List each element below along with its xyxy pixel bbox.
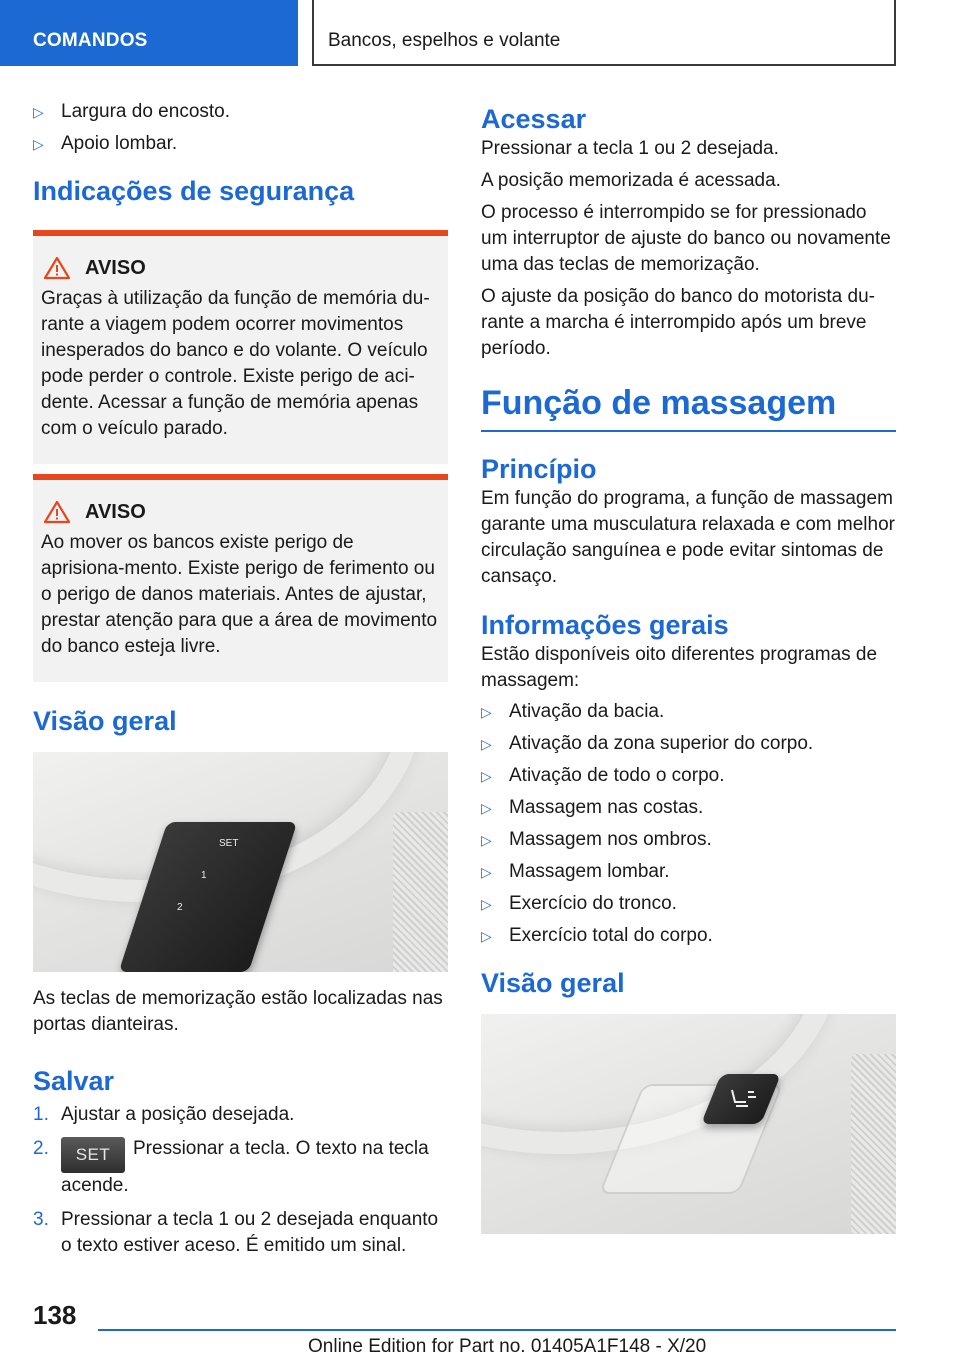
left-column — [33, 100, 448, 1267]
massage-heading: Função de massagem — [481, 384, 837, 422]
list-item: ▷ Ativação de todo o corpo. — [481, 765, 725, 786]
section-label: COMANDOS — [0, 0, 298, 66]
photo-button-2: 2 — [177, 902, 183, 913]
list-item: ▷ Largura do encosto. — [33, 101, 231, 122]
edition-note: Online Edition for Part no. 01405A1F148 - X/20 — [308, 1336, 707, 1357]
list-item: ▷ Massagem lombar. — [481, 861, 670, 882]
safety-heading: Indicações de segurança — [33, 176, 355, 206]
list-item: ▷ Massagem nas costas. — [481, 797, 704, 818]
list-item: 2. SET Pressionar a tecla. O texto na tecla acende. — [33, 1138, 429, 1196]
adjust-bullet-list — [33, 100, 448, 156]
access-heading: Acessar — [481, 104, 587, 134]
footer-divider — [98, 1329, 896, 1331]
chapter-title: Bancos, espelhos e volante — [312, 0, 896, 66]
general-text: Estão disponíveis oito diferentes programas de massagem: — [481, 644, 878, 691]
list-item: ▷ Ativação da zona superior do corpo. — [481, 733, 814, 754]
warning-title: AVISO — [85, 500, 146, 523]
access-paragraph: O processo é interrompido se for pressionado um interruptor de ajuste do banco ou novamente uma das teclas de memorização. — [481, 202, 891, 275]
list-item: ▷ Ativação da bacia. — [481, 701, 665, 722]
list-item: ▷ Exercício do tronco. — [481, 893, 677, 914]
list-item: ▷ Exercício total do corpo. — [481, 925, 713, 946]
warning-triangle-icon — [43, 500, 71, 524]
triangle-bullet-icon: ▷ — [481, 704, 492, 720]
photo-button-1: 1 — [201, 870, 207, 881]
triangle-bullet-icon: ▷ — [481, 864, 492, 880]
warning-title: AVISO — [85, 256, 146, 279]
triangle-bullet-icon: ▷ — [481, 768, 492, 784]
access-paragraph: O ajuste da posição do banco do motorista du-rante a marcha é interrompido após um breve período. — [481, 286, 875, 359]
access-paragraph: A posição memorizada é acessada. — [481, 170, 781, 191]
warning-box-2 — [33, 474, 448, 682]
list-item: ▷ Massagem nos ombros. — [481, 829, 712, 850]
access-paragraph: Pressionar a tecla 1 ou 2 desejada. — [481, 138, 779, 159]
page-header — [0, 0, 960, 66]
speaker-grille — [851, 1054, 896, 1234]
memory-buttons-photo — [33, 752, 448, 972]
list-item: ▷ Apoio lombar. — [33, 133, 178, 154]
principle-heading: Princípio — [481, 454, 597, 484]
triangle-bullet-icon: ▷ — [481, 928, 492, 944]
triangle-bullet-icon: ▷ — [33, 104, 44, 120]
save-steps — [33, 1102, 448, 1259]
massage-button-photo — [481, 1014, 896, 1234]
page-number: 138 — [33, 1300, 77, 1330]
warning-text: Graças à utilização da função de memória du-rante a viagem podem ocorrer movimentos inesperados do banco e do volante. O veículo pode perder o controle. Existe perigo de aci-dente. Acessar a função de memória apenas com o veículo parado. — [41, 288, 430, 439]
triangle-bullet-icon: ▷ — [481, 832, 492, 848]
massage-heading-wrap — [481, 382, 896, 432]
general-heading: Informações gerais — [481, 610, 729, 640]
list-item: 1. Ajustar a posição desejada. — [33, 1104, 295, 1125]
triangle-bullet-icon: ▷ — [481, 800, 492, 816]
warning-text: Ao mover os bancos existe perigo de aprisiona-mento. Existe perigo de ferimento ou o perigo de danos materiais. Antes de ajustar, prestar atenção para que a área de movimento do banco esteja livre. — [41, 532, 438, 657]
warning-triangle-icon — [43, 256, 71, 280]
right-column — [481, 100, 896, 1234]
speaker-grille — [393, 812, 448, 972]
set-key-icon: SET — [61, 1137, 125, 1173]
principle-text: Em função do programa, a função de massagem garante uma musculatura relaxada e com melhor circulação sanguínea e pode evitar sintomas de cansaço. — [481, 488, 895, 587]
massage-programs-list — [481, 700, 896, 948]
list-item: 3. Pressionar a tecla 1 ou 2 desejada enquanto o texto estiver aceso. É emitido um sinal. — [33, 1209, 439, 1256]
warning-box-1 — [33, 230, 448, 464]
massage-seat-icon — [726, 1086, 760, 1112]
photo-button-set: SET — [219, 838, 239, 849]
triangle-bullet-icon: ▷ — [33, 136, 44, 152]
overview-heading: Visão geral — [33, 706, 177, 736]
photo-caption: As teclas de memorização estão localizadas nas portas dianteiras. — [33, 988, 443, 1035]
save-heading: Salvar — [33, 1066, 115, 1096]
triangle-bullet-icon: ▷ — [481, 736, 492, 752]
overview-heading-right: Visão geral — [481, 968, 625, 998]
triangle-bullet-icon: ▷ — [481, 896, 492, 912]
